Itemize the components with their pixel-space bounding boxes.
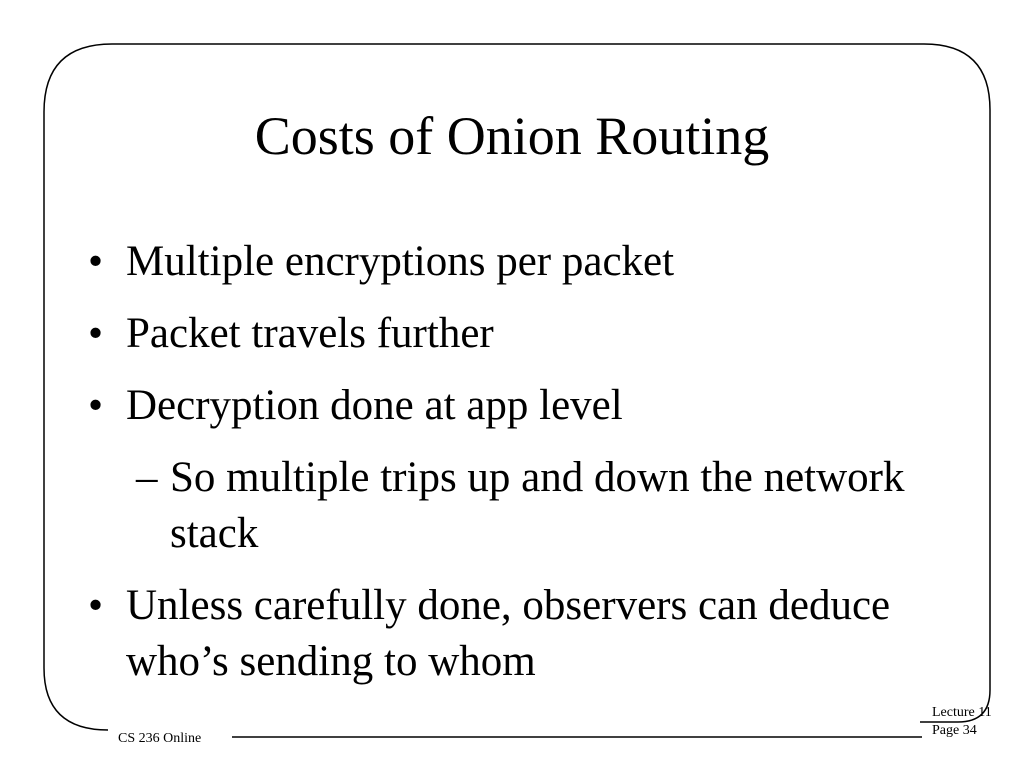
footer-lecture: Lecture 11 — [932, 705, 992, 720]
sub-bullet-item — [88, 450, 908, 562]
bullet-item — [88, 578, 908, 690]
bullet-item — [88, 378, 908, 562]
bullet-text: Multiple encryptions per packet — [126, 238, 675, 285]
bullet-item — [88, 234, 908, 290]
sub-bullet-text: So multiple trips up and down the network stack — [170, 454, 905, 557]
bullet-marker: • — [88, 382, 104, 429]
bullet-text: Packet travels further — [126, 310, 494, 357]
footer-page: Page 34 — [932, 723, 977, 738]
bullet-marker: • — [88, 310, 104, 357]
bullet-text: Decryption done at app level — [126, 382, 623, 429]
bullet-list — [88, 234, 908, 706]
bullet-marker: • — [88, 238, 104, 285]
slide-title: Costs of Onion Routing — [254, 106, 770, 166]
bullet-marker: • — [88, 582, 104, 629]
sub-bullet-marker: – — [136, 454, 158, 501]
footer-course: CS 236 Online — [118, 731, 202, 746]
bullet-text: Unless carefully done, observers can deduce who’s sending to whom — [126, 582, 891, 685]
bullet-item — [88, 306, 908, 362]
footer-page-info — [932, 704, 992, 740]
